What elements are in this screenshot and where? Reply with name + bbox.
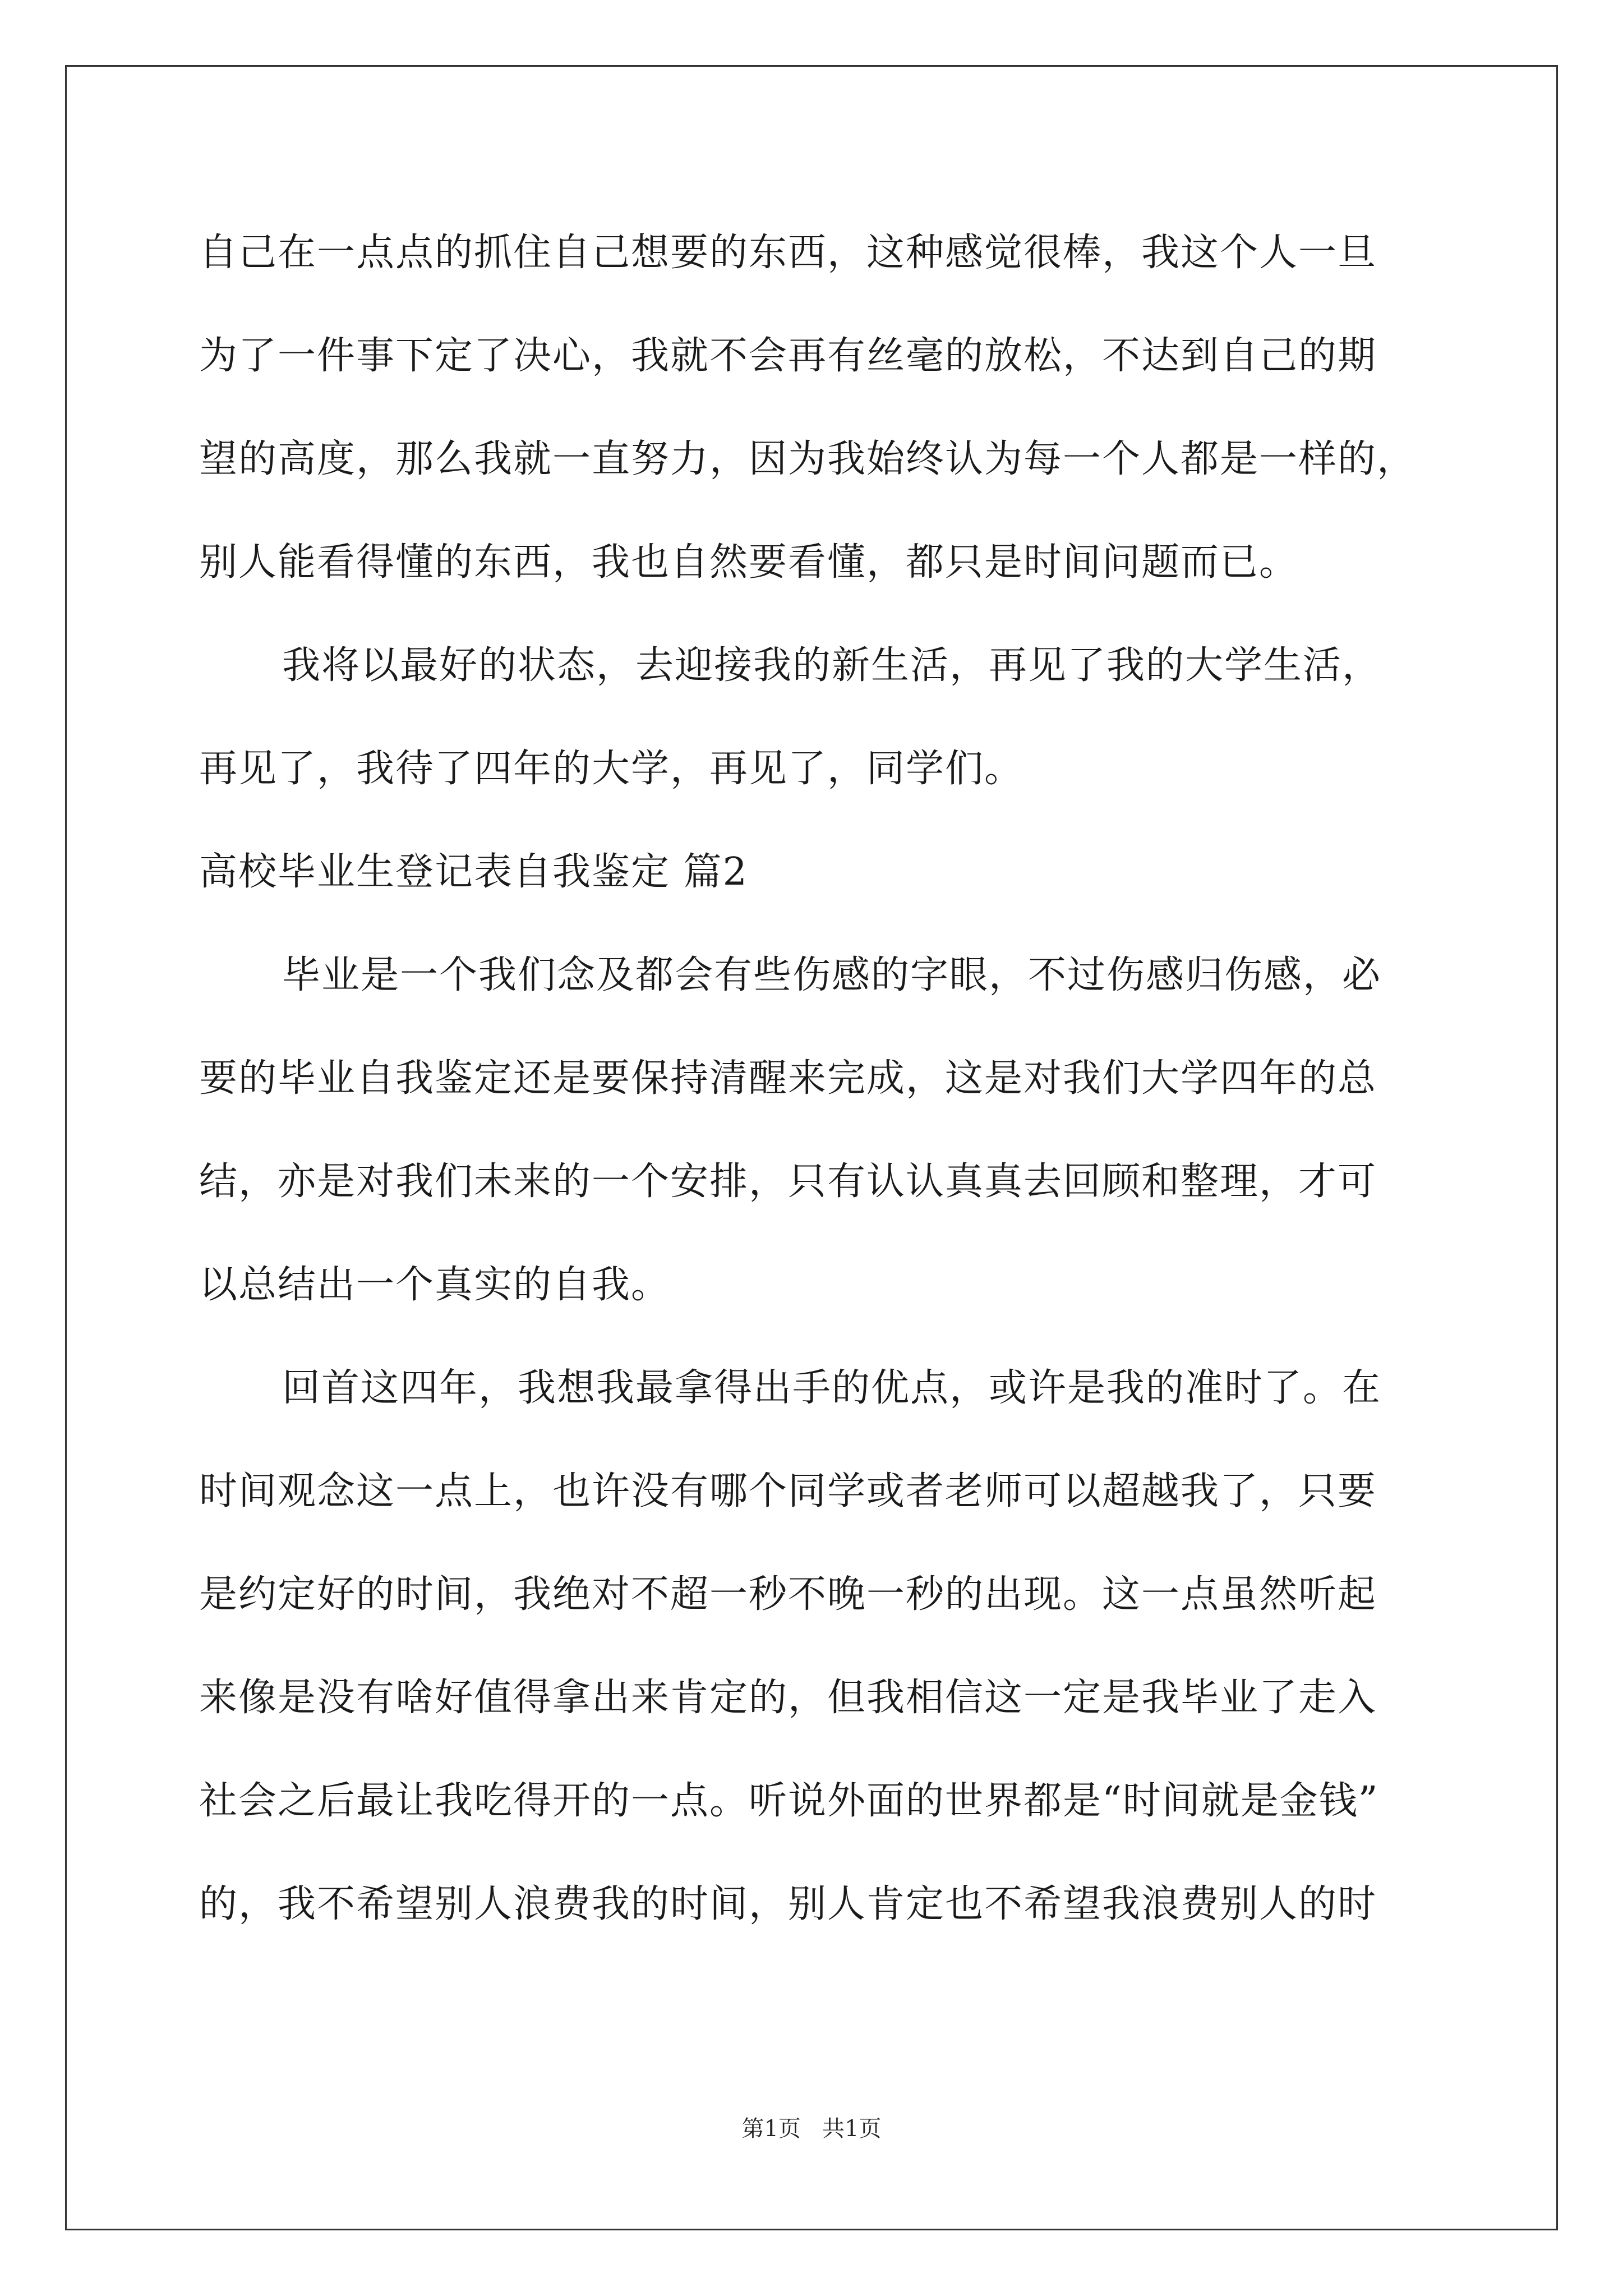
text-line: 结，亦是对我们未来的一个安排，只有认认真真去回顾和整理，才可: [199, 1159, 1377, 1204]
text-line: 别人能看得懂的东西，我也自然要看懂，都只是时间问题而已。: [199, 540, 1299, 585]
text-line: 社会之后最让我吃得开的一点。听说外面的世界都是“时间就是金钱”: [199, 1779, 1379, 1823]
text-line: 以总结出一个真实的自我。: [199, 1263, 671, 1307]
page-number-footer: 第1页 共1页: [741, 2116, 882, 2142]
text-line: 的，我不希望别人浪费我的时间，别人肯定也不希望我浪费别人的时: [199, 1882, 1377, 1926]
section-heading: 高校毕业生登记表自我鉴定 篇2: [199, 850, 748, 894]
paragraph-start-line: 毕业是一个我们念及都会有些伤感的字眼，不过伤感归伤感，必: [282, 953, 1382, 997]
text-line: 再见了，我待了四年的大学，再见了，同学们。: [199, 747, 1024, 791]
paragraph-start-line: 回首这四年，我想我最拿得出手的优点，或许是我的准时了。在: [282, 1366, 1382, 1410]
text-line: 时间观念这一点上，也许没有哪个同学或者老师可以超越我了，只要: [199, 1469, 1377, 1513]
text-line: 望的高度，那么我就一直努力，因为我始终认为每一个人都是一样的，: [199, 437, 1417, 481]
text-line: 是约定好的时间，我绝对不超一秒不晚一秒的出现。这一点虽然听起: [199, 1572, 1377, 1617]
text-line: 来像是没有啥好值得拿出来肯定的，但我相信这一定是我毕业了走入: [199, 1676, 1377, 1720]
paragraph-start-line: 我将以最好的状态，去迎接我的新生活，再见了我的大学生活，: [282, 643, 1382, 688]
text-line: 自己在一点点的抓住自己想要的东西，这种感觉很棒，我这个人一旦: [199, 231, 1377, 275]
document-body: [199, 222, 1438, 1976]
text-line: 要的毕业自我鉴定还是要保持清醒来完成，这是对我们大学四年的总: [199, 1056, 1377, 1101]
text-line: 为了一件事下定了决心，我就不会再有丝毫的放松，不达到自己的期: [199, 334, 1377, 378]
